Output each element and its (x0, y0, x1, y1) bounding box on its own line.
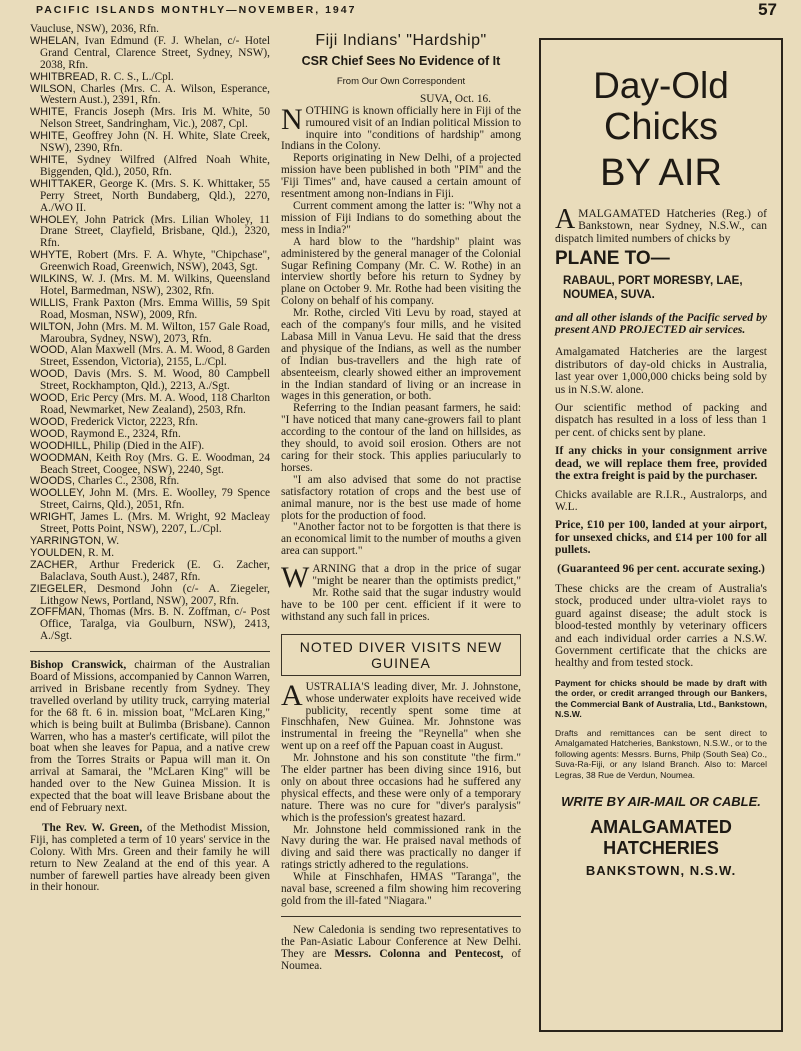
roll-entry-details: Thomas (Mrs. B. N. Zoffman, c/- Post Office, Taralga, via Goulburn, NSW), 2413, A./Sgt. (40, 606, 270, 643)
ad-write-by-air-mail: WRITE BY AIR-MAIL OR CABLE. (561, 794, 761, 810)
diver-dropcap: A (281, 678, 303, 712)
roll-entry-name: WOOD, (30, 344, 68, 357)
roll-entry-details: Keith Roy (Mrs. G. E. Woodman, 24 Beach Street, Coogee, NSW), 2240, Sgt. (40, 451, 270, 476)
roll-entry-name: WOODHILL, (30, 439, 91, 452)
roll-entry-details: Raymond E., 2324, Rfn. (70, 427, 181, 440)
fiji-paragraph: Mr. Rothe, circled Viti Levu by road, stayed at each of the company's four mills, and he visited Labasa Mill in Vanua Levu. He said that the dress and physique of the Indians, as well as the number of Indian bus-travellers and the high rate of absenteeism, clearly showed either an improvement in the Indian standard of living or an increase in wages in this generation, or both. (281, 307, 521, 403)
fiji-byline: From Our Own Correspondent (336, 75, 466, 87)
ad-title-by-air: BY AIR (600, 152, 722, 194)
ad-distributors: Amalgamated Hatcheries are the largest distributors of day-old chicks in Australia, last year over 1,000,000 chicks being sold by us in N.S.W. alone. (555, 346, 767, 396)
roll-entry-name: WOOD, (30, 392, 68, 405)
ad-lead-text: MALGAMATED Hatcheries (Reg.) of Bankstown, near Sydney, N.S.W., can dispatch limited numbers of chicks by (555, 208, 767, 245)
roll-entry (30, 215, 270, 251)
roll-entry-details: John M. (Mrs. E. Woolley, 79 Spence Street, Cairns, Qld.), 2051, Rfn. (40, 487, 270, 512)
ad-lead-paragraph (555, 204, 767, 245)
roll-entry-name: WHITBREAD, (30, 70, 98, 83)
roll-entry-name: WOOLLEY, (30, 487, 86, 500)
green-item (30, 823, 270, 894)
running-head: PACIFIC ISLANDS MONTHLY—NOVEMBER, 1947 (36, 4, 357, 16)
roll-entry-details: Charles (Mrs. C. A. Wilson, Esperance, Western Aust.), 2391, Rfn. (40, 82, 270, 107)
diver-paragraph: Mr. Johnstone held commissioned rank in the Navy during the war. He praised naval methods of diving and said there was practically no danger if ratings strictly adhered to the regulations. (281, 823, 521, 872)
roll-entry-details: John (Mrs. M. M. Wilton, 157 Gale Road, Maroubra, Sydney, NSW), 2073, Rfn. (40, 320, 271, 345)
diver-paragraph: While at Finschhafen, HMAS "Taranga", the naval base, screened a film showing him recovering gold from the ill-fated "Niagara." (281, 871, 521, 907)
fiji-dropcap: N (281, 102, 303, 136)
roll-entry-details: James L. (Mrs. M. Wright, 92 Macleay Street, Potts Point, NSW), 2207, L./Cpl. (40, 511, 270, 536)
roll-entry-details: W. (106, 534, 120, 547)
page-number: 57 (758, 0, 777, 19)
roll-entry-name: ZACHER, (30, 558, 78, 571)
roll-entry-details: Sydney Wilfred (Alfred Noah White, Biggenden, Qld.), 2050, Rfn. (40, 153, 270, 178)
roll-entry-details: Frederick Victor, 2223, Rfn. (70, 415, 198, 428)
roll-entry (30, 453, 270, 477)
fiji-warning-paragraph (281, 561, 521, 624)
roll-entry-name: WHELAN, (30, 34, 80, 47)
roll-entry-name: WRIGHT, (30, 511, 76, 524)
roll-entry-details: Francis Joseph (Mrs. Iris M. White, 50 Nelson Street, Sandringham, Vic.), 2087, Cpl. (40, 106, 270, 131)
roll-entry (30, 512, 270, 536)
roll-entry-details: Desmond John (c/- A. Ziegeler, Lithgow News, Portland, NSW), 2007, Rfn. (40, 582, 271, 607)
ad-company-name: AMALGAMATED HATCHERIES (590, 817, 732, 859)
column-rule (30, 651, 270, 652)
fiji-dateline: SUVA, Oct. 16. (419, 92, 491, 105)
caledonia-tail: of Noumea. (281, 947, 521, 972)
roll-entry (30, 298, 270, 322)
roll-entry (30, 322, 270, 346)
news-column (281, 24, 521, 973)
column-rule-2 (281, 916, 521, 917)
roll-entry (30, 274, 270, 298)
roll-entry-name: WILLIS, (30, 296, 69, 309)
fiji-paragraph: Reports originating in New Delhi, of a projected mission have been published in both "PIM" and the 'Fiji Times" and, have caused a certain amount of resentment among non-Indians in Fiji. (281, 152, 521, 201)
roll-entry-name: WOODMAN, (30, 451, 92, 464)
roll-entry-name: WILSON, (30, 82, 76, 95)
roll-entry-name: WHOLEY, (30, 213, 79, 226)
roll-entry (30, 84, 270, 108)
roll-entry-details: Geoffrey John (N. H. White, Slate Creek, NSW), 2390, Rfn. (40, 130, 271, 155)
ad-dropcap: A (555, 204, 576, 235)
roll-entry-name: WOOD, (30, 415, 68, 428)
roll-entry (30, 345, 270, 369)
roll-entry-name: YARRINGTON, (30, 534, 104, 547)
cranswick-text: chairman of the Australian Board of Missions, accompanied by Cannon Warren, arrived in Brisbane recently from Sydney. They travelled overland by utility truck, carrying material for the 68 ft. 6 in. mission boat, "McLaren King," which is being built at Bulimba (Brisbane). Cannon Warren, who has a master's certificate, will pilot the boat when she leaves for Papua, and a native crew from the Torres Straits or Papua will man it. On arrival at Samarai, the "McLaren King" will be handed over to the New Guinea Mission. It is expected that the boat will leave Brisbane about the end of February next. (30, 659, 271, 814)
roll-entry-details: Alan Maxwell (Mrs. A. M. Wood, 8 Garden Street, Essendon, Victoria), 2155, L./Cpl. (40, 344, 270, 369)
roll-entry (30, 155, 270, 179)
roll-entry-details: R. C. S., L./Cpl. (100, 70, 174, 83)
roll-entry (30, 36, 270, 72)
fiji-body (281, 153, 521, 558)
roll-entry (30, 131, 270, 155)
roll-entry-details: Ivan Edmund (F. J. Whelan, c/- Hotel Grand Central, Clarence Street, Sydney, NSW), 2038, Rfn. (40, 34, 270, 71)
fiji-headline: Fiji Indians' "Hardship" (315, 32, 487, 49)
ad-destinations: RABAUL, PORT MORESBY, LAE, NOUMEA, SUVA. (563, 274, 743, 301)
ad-plane-to: PLANE TO— (555, 248, 670, 270)
chicks-advertisement (539, 38, 783, 1032)
caledonia-text: New Caledonia is sending two representatives to the Pan-Asiatic Labour Conference at New Delhi. They are (281, 923, 521, 960)
roll-entry-details: George K. (Mrs. S. K. Whittaker, 55 Perry Street, North Bundaberg, Qld.), 2270, A./WO II. (40, 177, 270, 214)
diver-body (281, 753, 521, 908)
fiji-paragraph: "I am also advised that some do not practise satisfactory rotation of crops and the best use of animal manure, nor is the best use made of home plots for the production of food. (281, 473, 521, 522)
roll-entry-details: Vaucluse, NSW), 2036, Rfn. (30, 23, 159, 35)
ad-drafts: Drafts and remittances can be sent direct to Amalgamated Hatcheries, Bankstown, N.S.W., or to the following agents: Messrs. Burns, Philp (South Sea) Co., Suva-Ra-Fiji, or any Island Branch. Also to: Marcel Legras, 38 Rue de Verdun, Noumea. (555, 727, 767, 780)
roll-entry-details: Frank Paxton (Mrs. Emma Willis, 59 Spit Road, Mosman, NSW), 2009, Rfn. (40, 296, 270, 321)
diver-first-text: USTRALIA'S leading diver, Mr. J. Johnstone, whose underwater exploits have received wide publicity, recently spent some time at Finschhafen, New Guinea. Mr. Johnstone was instrumental in freeing the "Reynella" when she went up on a reef off the Papuan coast in August. (281, 680, 521, 753)
roll-entry-details: John Patrick (Mrs. Lilian Wholey, 11 Drane Street, Clayfield, Brisbane, Qld.), 2320, Rfn. (40, 213, 270, 250)
page-header (0, 0, 801, 22)
roll-entry-details: Davis (Mrs. S. M. Wood, 80 Campbell Street, Rockhampton, Qld.), 2213, A./Sgt. (40, 368, 270, 393)
roll-entry-details: Eric Percy (Mrs. M. A. Wood, 118 Charlton Road, Newmarket, New Zealand), 2503, Rfn. (40, 392, 270, 416)
fiji-first-paragraph (281, 102, 521, 154)
caledonia-names: Messrs. Colonna and Pentecost, (334, 947, 504, 960)
roll-of-honour-column (30, 24, 270, 894)
roll-entry (30, 393, 270, 417)
fiji-warning-text: ARNING that a drop in the price of sugar "might be nearer than the optimists predict," Mr. Rothe said that the sugar industry would have to be 100 per cent. efficient if it were to withstand any such fall in prices. (281, 563, 521, 623)
ad-title-chicks: Chicks (603, 106, 719, 148)
ad-packing: Our scientific method of packing and dispatch has resulted in a loss of less than 1 per cent. of chicks sent by plane. (555, 402, 767, 439)
ad-price: Price, £10 per 100, landed at your airport, for unsexed chicks, and £14 per 100 for all pullets. (555, 519, 767, 557)
roll-entry-name: WHITE, (30, 153, 68, 166)
roll-entry-details: Charles C., 2308, Rfn. (77, 475, 180, 488)
diver-first-paragraph (281, 678, 521, 753)
roll-entry-name: WOOD, (30, 368, 68, 381)
roll-entry-details: W. J. (Mrs. M. M. Wilkins, Queensland Hotel, Barmedman, NSW), 2302, Rfn. (40, 273, 270, 297)
roll-entry-name: WHITE, (30, 106, 68, 119)
roll-entry (30, 488, 270, 512)
roll-entry-name: ZIEGELER, (30, 582, 87, 595)
ad-location: BANKSTOWN, N.S.W. (585, 863, 737, 879)
roll-entry-name: ZOFFMAN, (30, 606, 86, 619)
fiji-paragraph: Current comment among the latter is: "Why not a mission of Fiji Indians to do something about the mess in India?" (281, 199, 521, 236)
green-lead: The Rev. W. Green, (42, 821, 143, 834)
roll-entry-name: WHITE, (30, 130, 68, 143)
roll-entry-name: YOULDEN, (30, 546, 86, 559)
roll-entry (30, 560, 270, 584)
ad-islands: and all other islands of the Pacific served by present AND PROJECTED air services. (555, 311, 767, 337)
roll-entry (30, 607, 270, 643)
roll-entry (30, 369, 270, 393)
roll-entry (30, 584, 270, 608)
fiji-subheadline: CSR Chief Sees No Evidence of It (301, 54, 501, 68)
cranswick-lead: Bishop Cranswick, (30, 659, 127, 672)
ad-breeds: Chicks available are R.I.R., Australorps, and W.L. (555, 488, 767, 513)
cranswick-item (30, 660, 270, 815)
ad-payment: Payment for chicks should be made by draft with the order, or credit arranged through our Bankers, the Commercial Bank of Australia, Ltd., Bankstown, N.S.W. (555, 677, 767, 720)
green-text: of the Methodist Mission, Fiji, has completed a term of 10 years' service in the Colony. With Mrs. Green and their family he will return to New Zealand at the end of this year. A number of farewell parties have already been given in their honour. (30, 821, 270, 894)
roll-entry-name: WILKINS, (30, 273, 78, 286)
roll-entry (30, 107, 270, 131)
roll-entry-details: Robert (Mrs. F. A. Whyte, "Chipchase", Greenwich Road, Greenwich, NSW), 2043, Sgt. (40, 249, 270, 274)
ad-guarantee: (Guaranteed 96 per cent. accurate sexing.) (557, 562, 765, 575)
roll-entry (30, 179, 270, 215)
fiji-paragraph: "Another factor not to be forgotten is that there is an economical limit to the number of mouths a given area can support." (281, 521, 521, 558)
roll-of-honour-list (30, 24, 270, 643)
ad-stock-quality: These chicks are the cream of Australia's stock, produced under ultra-violet rays to guard against disease; the adult stock is blood-tested monthly by veterinary officers and each individual order carries a N.S.W. Government certificate that the chicks are healthy and from tested stock. (555, 582, 767, 670)
roll-entry-name: WHITTAKER, (30, 177, 96, 190)
roll-entry-details: R. M. (88, 546, 115, 559)
roll-entry-name: WILTON, (30, 320, 74, 333)
advertisement-content (555, 46, 767, 878)
roll-entry-name: WOODS, (30, 475, 75, 488)
roll-entry-name: WHYTE, (30, 249, 72, 262)
ad-title-day-old: Day-Old (593, 65, 729, 106)
fiji-first-text: OTHING is known officially here in Fiji of the rumoured visit of an Indian political Mission to inquire into "conditions of hardship" among Indians in the Colony. (281, 104, 521, 153)
fiji-dropcap-2: W (281, 561, 310, 595)
roll-entry-details: Arthur Frederick (E. G. Zacher, Balaclava, South Aust.), 2487, Rfn. (40, 558, 270, 583)
fiji-paragraph: Referring to the Indian peasant farmers, he said: "I have noticed that many cane-growers fail to plant according to the contour of the land on hillsides, as they should, to avoid soil erosion. Others are not caring for their stock. This applies pariucularly to horses. (281, 402, 521, 474)
roll-entry-name: WOOD, (30, 427, 68, 440)
ad-replacement: If any chicks in your consignment arrive dead, we will replace them free, provided the extra freight is paid by the purchaser. (555, 445, 767, 483)
roll-entry (30, 250, 270, 274)
roll-entry-details: Philip (Died in the AIF). (93, 439, 205, 452)
caledonia-item (281, 925, 521, 973)
fiji-paragraph: A hard blow to the "hardship" plaint was administered by the general manager of the Colonial Sugar Refining Company (Mr. C. W. Rothe) in an interview shortly before his return to Sydney by plane on October 9. Mr. Rothe had been visiting the Colony on behalf of his company. (281, 235, 521, 308)
diver-paragraph: Mr. Johnstone and his son constitute "the firm." The elder partner has been diving since 1916, but only on about three occasions had he suffered any physical effects, and these were only of a temporary nature. There was no cure for "diver's paralysis" which is the profession's greatest hazard. (281, 752, 521, 824)
diver-headline: NOTED DIVER VISITS NEW GUINEA (281, 634, 521, 676)
